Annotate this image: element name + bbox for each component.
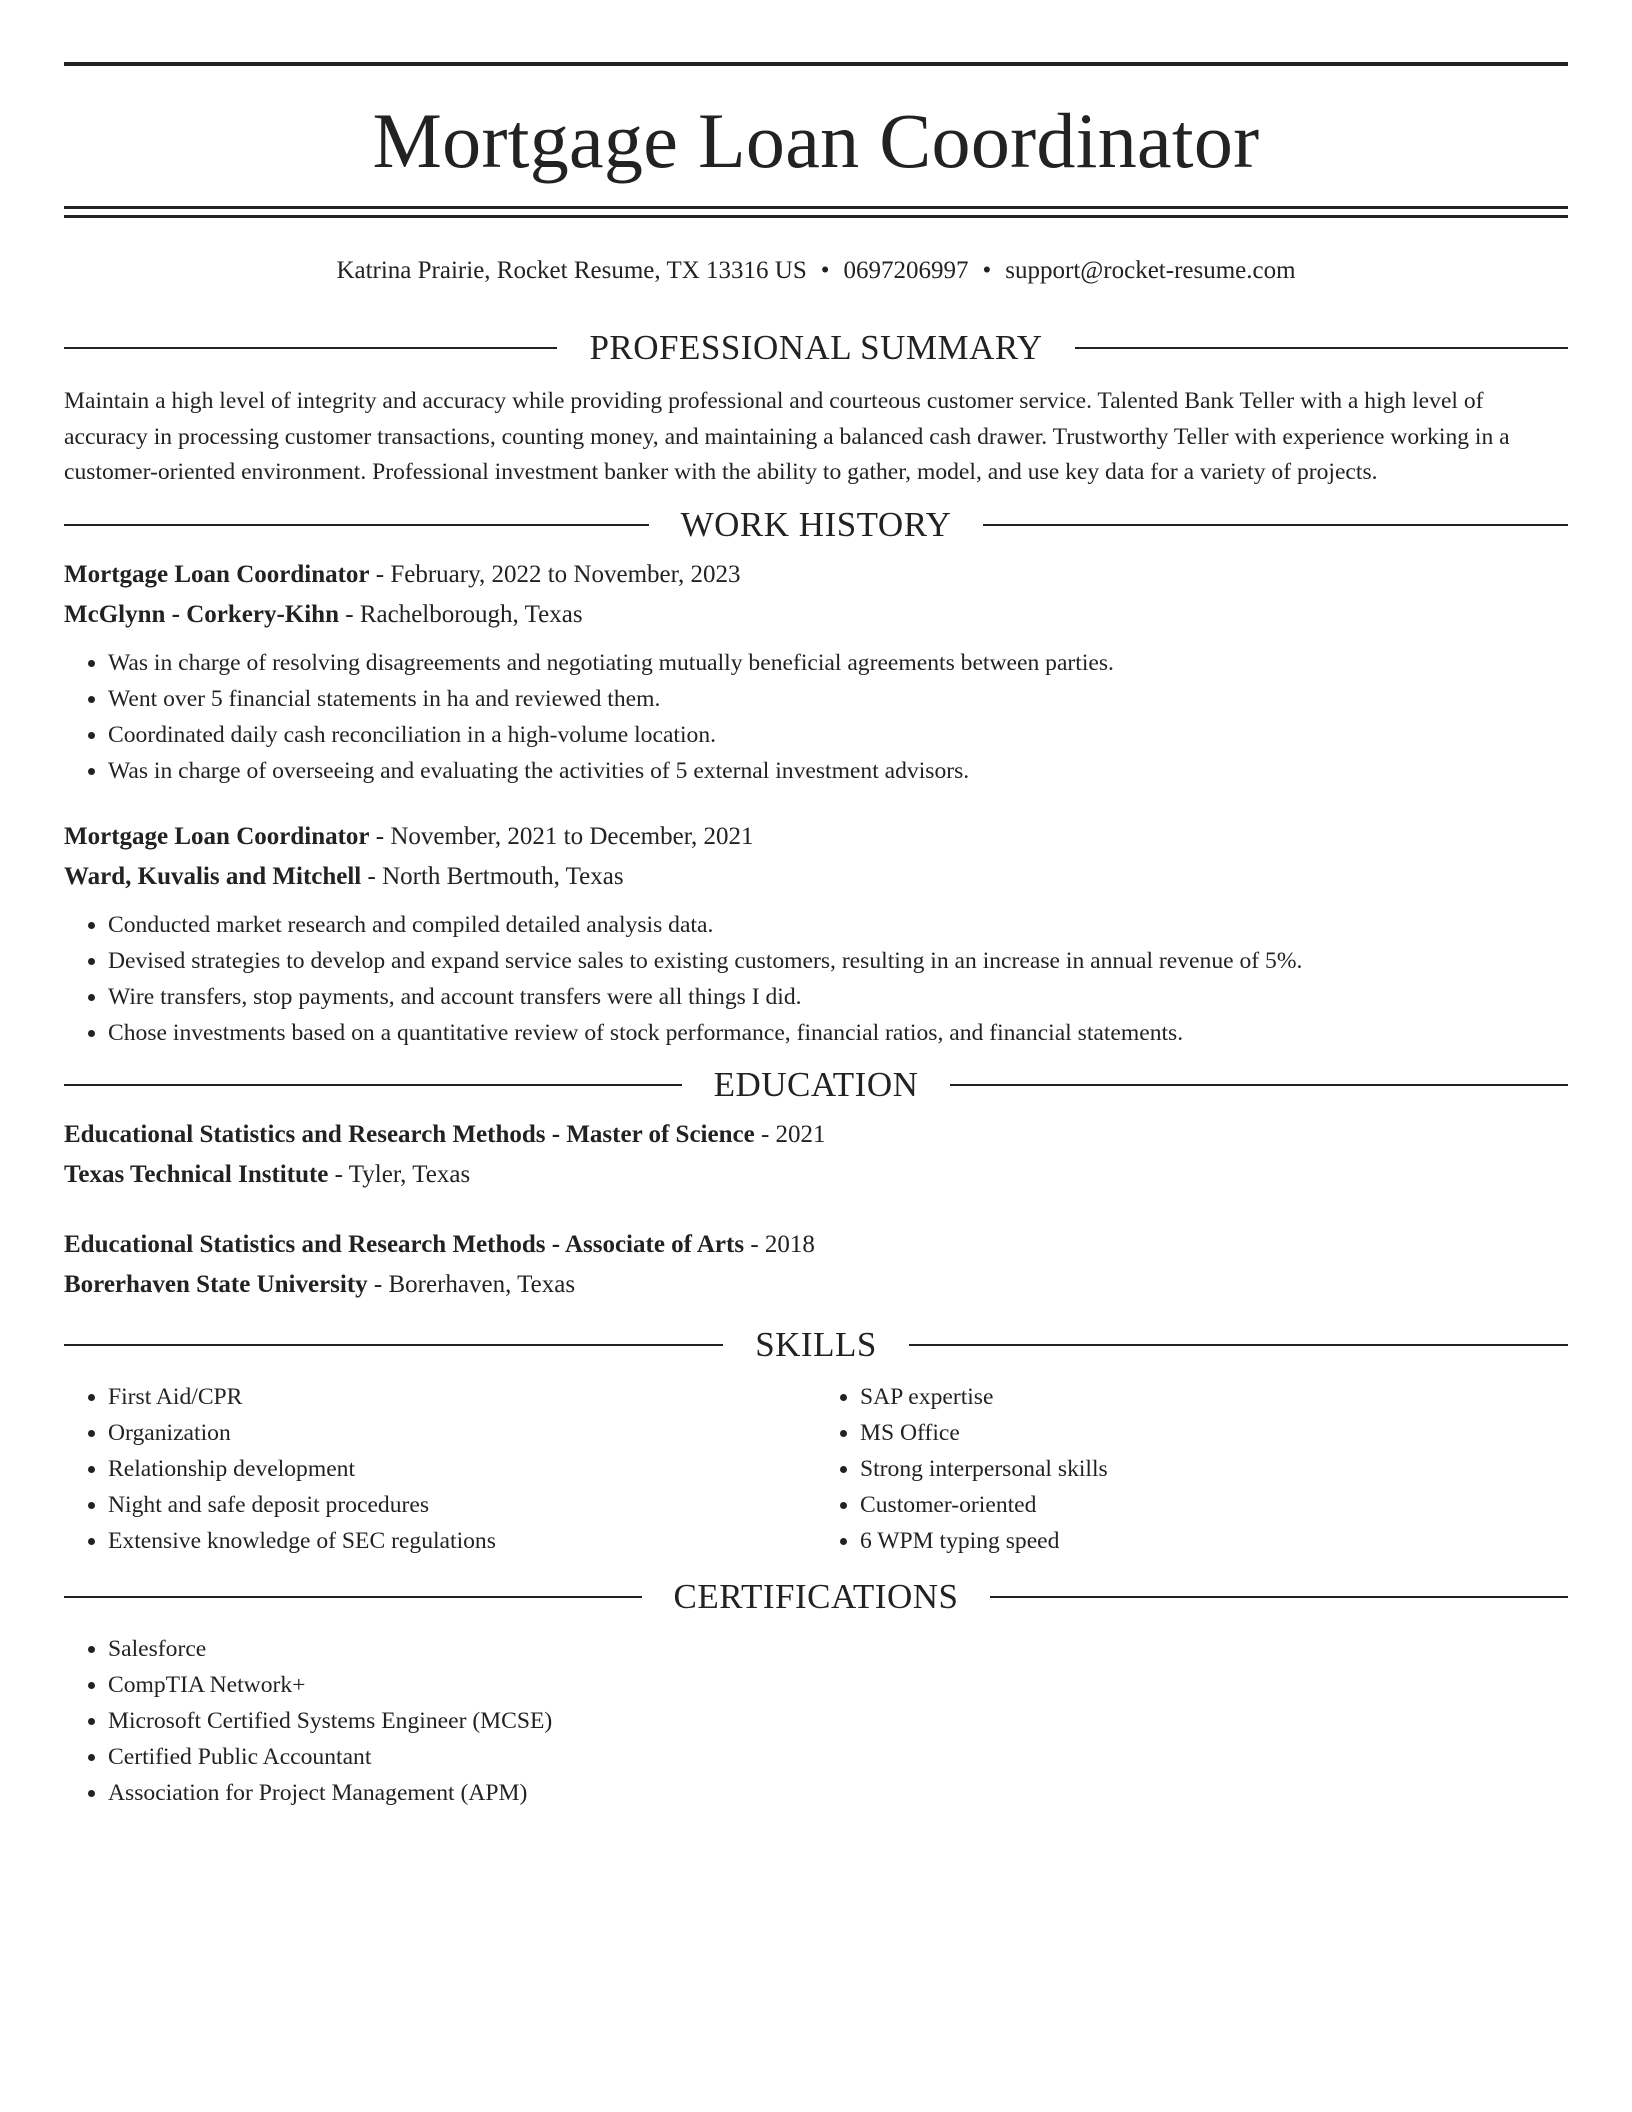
degree: Educational Statistics and Research Methods - Associate of Arts [64, 1230, 745, 1258]
list-item: • Conducted market research and compiled detailed analysis data. [108, 907, 1568, 943]
list-item: • Coordinated daily cash reconciliation in a high-volume location. [108, 717, 1568, 753]
job-company-line [64, 857, 1568, 897]
job-dates: - November, 2021 to December, 2021 [369, 822, 754, 850]
job-dates: - February, 2022 to November, 2023 [369, 560, 741, 588]
school-line [64, 1155, 1568, 1195]
skills-grid [64, 1379, 1568, 1559]
section-header-work-history [64, 505, 1568, 545]
list-item: • First Aid/CPR [108, 1379, 816, 1415]
job-location: - Rachelborough, Texas [339, 600, 583, 628]
contact-phone: 0697206997 [843, 257, 969, 284]
list-item: • Microsoft Certified Systems Engineer (MCSE) [108, 1703, 1568, 1739]
job-location: - North Bertmouth, Texas [361, 862, 624, 890]
job-entry [64, 817, 1568, 1051]
top-rule [64, 62, 1568, 66]
list-item: • Went over 5 financial statements in ha and reviewed them. [108, 681, 1568, 717]
school: Texas Technical Institute [64, 1160, 329, 1188]
list-item: • Wire transfers, stop payments, and account transfers were all things I did. [108, 979, 1568, 1015]
skills-list-right [816, 1379, 1568, 1559]
section-title: PROFESSIONAL SUMMARY [589, 328, 1043, 367]
job-bullets [64, 907, 1568, 1051]
list-item: • SAP expertise [860, 1379, 1568, 1415]
degree: Educational Statistics and Research Methods - Master of Science [64, 1120, 755, 1148]
list-item: • Was in charge of resolving disagreements and negotiating mutually beneficial agreements between parties. [108, 645, 1568, 681]
page-title: Mortgage Loan Coordinator [372, 97, 1260, 184]
school: Borerhaven State University [64, 1270, 368, 1298]
graduation-year: - 2021 [754, 1120, 826, 1148]
contact-separator: • [820, 257, 830, 284]
contact-address: Katrina Prairie, Rocket Resume, TX 13316 US [336, 257, 807, 284]
job-company: Ward, Kuvalis and Mitchell [64, 862, 362, 890]
list-item: • CompTIA Network+ [108, 1667, 1568, 1703]
certifications-list [64, 1631, 1568, 1811]
contact-email: support@rocket-resume.com [1005, 257, 1296, 284]
contact-line [64, 256, 1568, 286]
list-item: • Association for Project Management (APM) [108, 1775, 1568, 1811]
degree-line [64, 1115, 1568, 1155]
list-item: • Chose investments based on a quantitative review of stock performance, financial ratios, and financial statements. [108, 1015, 1568, 1051]
job-title: Mortgage Loan Coordinator [64, 822, 370, 850]
job-bullets [64, 645, 1568, 789]
list-item: • Night and safe deposit procedures [108, 1487, 816, 1523]
job-title-line [64, 555, 1568, 595]
job-company: McGlynn - Corkery-Kihn [64, 600, 339, 628]
section-header-education [64, 1065, 1568, 1105]
list-item: • 6 WPM typing speed [860, 1523, 1568, 1559]
school-line [64, 1265, 1568, 1305]
list-item: • Was in charge of overseeing and evaluating the activities of 5 external investment advisors. [108, 753, 1568, 789]
list-item: • Extensive knowledge of SEC regulations [108, 1523, 816, 1559]
school-location: - Borerhaven, Texas [367, 1270, 576, 1298]
skills-list-left [64, 1379, 816, 1559]
section-header-summary [64, 328, 1568, 368]
section-title: WORK HISTORY [680, 504, 952, 544]
degree-line [64, 1225, 1568, 1265]
job-title-line [64, 817, 1568, 857]
list-item: • Devised strategies to develop and expand service sales to existing customers, resulting in an increase in annual revenue of 5%. [108, 943, 1568, 979]
school-location: - Tyler, Texas [328, 1160, 471, 1188]
summary-text: Maintain a high level of integrity and accuracy while providing professional and courteous customer service. Talented Bank Teller with a high level of accuracy in processing customer transactions, counting money, and maintaining a balanced cash drawer. Trustworthy Teller with experience working in a customer-oriented environment. Professional investment banker with the ability to gather, model, and use key data for a variety of projects. [64, 388, 1510, 485]
section-title: EDUCATION [713, 1064, 919, 1104]
education-entry [64, 1115, 1568, 1195]
list-item: • Strong interpersonal skills [860, 1451, 1568, 1487]
section-title: CERTIFICATIONS [673, 1576, 959, 1616]
education-entry [64, 1225, 1568, 1305]
graduation-year: - 2018 [744, 1230, 815, 1258]
list-item: • MS Office [860, 1415, 1568, 1451]
job-company-line [64, 595, 1568, 635]
job-title: Mortgage Loan Coordinator [64, 560, 370, 588]
title-double-rule [64, 206, 1568, 218]
list-item: • Salesforce [108, 1631, 1568, 1667]
list-item: • Relationship development [108, 1451, 816, 1487]
job-entry [64, 555, 1568, 789]
list-item: • Certified Public Accountant [108, 1739, 1568, 1775]
list-item: • Customer-oriented [860, 1487, 1568, 1523]
list-item: • Organization [108, 1415, 816, 1451]
contact-separator: • [982, 257, 992, 284]
section-header-certifications [64, 1577, 1568, 1617]
section-title: SKILLS [755, 1324, 877, 1364]
section-header-skills [64, 1325, 1568, 1365]
